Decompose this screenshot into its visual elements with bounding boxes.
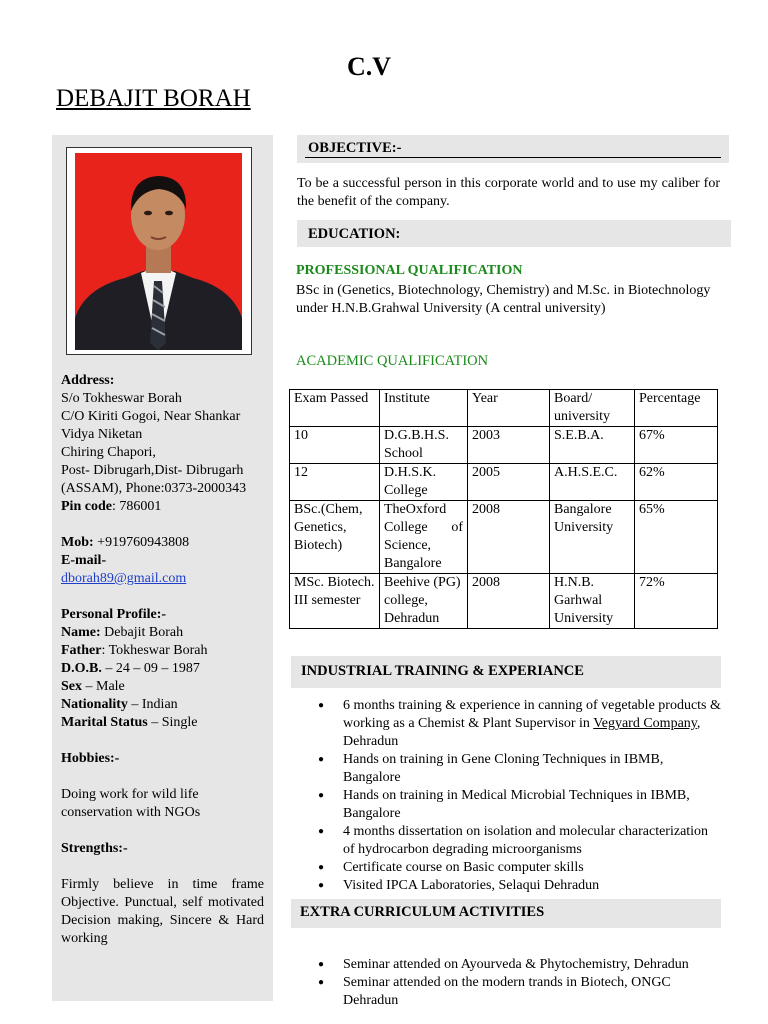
academic-heading: ACADEMIC QUALIFICATION [296,353,489,369]
education-heading: EDUCATION: [308,226,401,242]
profile-row: D.O.B. – 24 – 09 – 1987 [61,661,200,676]
profile-row: Father: Tokheswar Borah [61,643,208,658]
list-item: ● Seminar attended on Ayourveda & Phytochemistry, Dehradun [291,956,723,974]
academic-table-wrap [289,389,718,629]
extra-band [291,899,721,928]
pin-value: : 786001 [111,499,162,514]
list-item: ● Certificate course on Basic computer skills [291,859,723,877]
extra-list [291,956,723,1010]
address-line: S/o Tokheswar Borah [61,391,182,406]
address-section [61,372,267,948]
address-line: Vidya Niketan [61,427,143,442]
list-item: ● Hands on training in Medical Microbial Techniques in IBMB, Bangalore [291,787,723,823]
list-item: ● 6 months training & experience in canning of vegetable products & working as a Chemist & Plant Supervisor in Vegyard Company, Dehradun [291,697,723,751]
table-cell: Bangalore University [550,501,635,574]
list-item: ● Visited IPCA Laboratories, Selaqui Dehradun [291,877,723,895]
pin-label: Pin code [61,499,112,514]
table-cell: 2003 [468,427,550,464]
table-cell: S.E.B.A. [550,427,635,464]
strengths-text: Firmly believe in time frame Objective. Punctual, self motivated Decision making, Sincere & Hard working [61,877,264,946]
table-cell: Beehive (PG) college, Dehradun [380,574,468,629]
table-cell: 65% [635,501,718,574]
table-cell: D.H.S.K. College [380,464,468,501]
mobile [61,534,267,552]
table-cell: 2008 [468,501,550,574]
extra-heading: EXTRA CURRICULUM ACTIVITIES [300,904,545,920]
professional-heading: PROFESSIONAL QUALIFICATION [296,263,523,278]
address-line: Post- Dibrugarh,Dist- Dibrugarh [61,463,244,478]
strengths-label: Strengths:- [61,841,128,856]
table-cell: MSc. Biotech. III semester [290,574,380,629]
table-row [290,574,718,629]
table-header-cell: Year [468,390,550,427]
table-row [290,427,718,464]
training-heading: INDUSTRIAL TRAINING & EXPERIANCE [301,663,584,679]
table-header-cell: Board/ university [550,390,635,427]
table-cell: H.N.B. Garhwal University [550,574,635,629]
address-line: (ASSAM), Phone:0373-2000343 [61,481,247,496]
table-cell: 2005 [468,464,550,501]
address-line: C/O Kiriti Gogoi, Near Shankar [61,409,241,424]
profile-row: Nationality – Indian [61,697,178,712]
table-cell: TheOxford College of Science, Bangalore [380,501,468,574]
list-item: ● 4 months dissertation on isolation and molecular characterization of hydrocarbon degrading microorganisms [291,823,723,859]
table-cell: 12 [290,464,380,501]
training-list [291,697,723,895]
table-cell: A.H.S.E.C. [550,464,635,501]
professional-text: BSc in (Genetics, Biotechnology, Chemistry) and M.Sc. in Biotechnology under H.N.B.Grahwal University (A central university) [296,283,711,316]
company-link[interactable]: Vegyard Company [593,716,697,731]
table-cell: 10 [290,427,380,464]
table-cell: 72% [635,574,718,629]
list-item: ● Hands on training in Gene Cloning Techniques in IBMB, Bangalore [291,751,723,787]
education-band [297,220,731,247]
objective-band [297,135,729,163]
profile-row: Marital Status – Single [61,715,198,730]
extra-list-wrap [291,956,723,1010]
email-label: E-mail- [61,553,107,568]
profile-label: Personal Profile:- [61,607,167,622]
hobbies-label: Hobbies:- [61,751,120,766]
objective-heading: OBJECTIVE:- [308,140,402,156]
profile-row: Name: Debajit Borah [61,625,184,640]
table-header-cell: Institute [380,390,468,427]
training-list-wrap [291,697,723,895]
candidate-name: DEBAJIT BORAH [56,85,251,112]
address-label: Address: [61,373,115,388]
person-portrait-icon [75,153,242,350]
table-row [290,464,718,501]
address-line: Chiring Chapori, [61,445,156,460]
objective-text: To be a successful person in this corporate world and to use my caliber for the benefit of the company. [297,176,720,209]
objective-rule [305,157,721,158]
table-cell: D.G.B.H.S. School [380,427,468,464]
list-item: ● Seminar attended on the modern trands in Biotech, ONGC Dehradun [291,974,723,1010]
mob-value: +919760943808 [93,535,190,550]
table-cell: 2008 [468,574,550,629]
hobbies-text: Doing work for wild life conservation with NGOs [61,787,201,820]
mob-label: Mob: [61,535,94,550]
cv-title: C.V [346,52,392,81]
table-header-cell: Exam Passed [290,390,380,427]
table-cell: BSc.(Chem, Genetics, Biotech) [290,501,380,574]
profile-row: Sex – Male [61,679,125,694]
table-cell: 67% [635,427,718,464]
table-header-row [290,390,718,427]
table-header-cell: Percentage [635,390,718,427]
candidate-photo [75,153,242,350]
pin-code [61,498,267,516]
email-link[interactable]: dborah89@gmail.com [61,571,187,586]
training-band [291,656,721,688]
table-row [290,501,718,574]
table-cell: 62% [635,464,718,501]
academic-table [289,389,718,629]
